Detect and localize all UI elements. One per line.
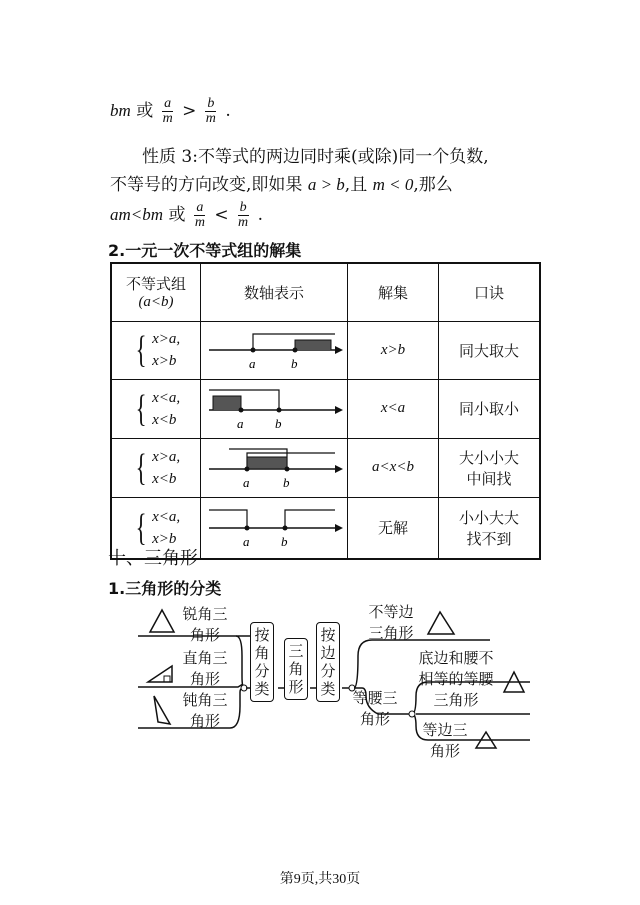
section-heading-triangles: 十、三角形 [108,548,198,569]
table-row [111,321,540,379]
condition-a-gt-b: a > b [307,175,345,194]
right-angle-mark-icon [164,676,170,682]
label-line: 三角形 [433,691,479,709]
label-line: 相等的等腰 [418,670,494,688]
arrow-head-icon [335,346,343,354]
expr-am-lt-bm: am<bm [110,205,164,224]
operator: > [182,101,197,121]
table-row [111,379,540,438]
arrow-head-icon [335,406,343,414]
header-cell-solution: 解集 [348,263,439,321]
text-segment: 不等号的方向改变,即如果 [110,175,303,195]
solution-cell: x<a [348,379,439,438]
point-b [283,525,288,530]
inequality: x>a, [152,331,181,347]
number-line-diagram [201,498,347,554]
number-line-cell [201,438,348,497]
solution-cell: a<x<b [348,438,439,497]
inequality: x>b [152,530,177,547]
solution-shade [213,396,241,410]
text-segment: ,那么 [413,175,453,195]
number-line-diagram [201,439,347,493]
word-or: 或 [168,205,186,225]
frac-num: b [239,200,247,215]
point-a [251,347,256,352]
operator: < [214,205,229,225]
right-triangle-label: 直角三角形 [182,649,228,688]
frac-den: m [205,111,216,126]
point-a [245,525,250,530]
inequality-system [112,387,200,431]
rule-text: 同大取大 [458,341,519,360]
rule-cell [439,438,541,497]
range-bracket-b [285,510,335,528]
inequality: x<b [152,470,177,487]
number-line-diagram [201,322,347,375]
inequality-table [110,262,541,560]
expr-bm: bm [110,101,131,120]
solution-cell: 无解 [348,497,439,559]
rule-text: 大小小大 [458,448,519,467]
condition-m-lt-0: m < 0 [372,175,414,194]
scalene-triangle-icon [428,612,454,634]
header-cell-rule: 口诀 [439,263,541,321]
number-line-cell [201,321,348,379]
text-line-bm [110,96,231,126]
brace-icon: { [135,506,147,549]
header-label: 不等式组 [125,275,186,294]
equilateral-triangle-label: 等边三角形 [422,721,468,760]
point-b [277,407,282,412]
text-line-am [110,200,263,230]
property3-line2 [110,170,453,195]
connector-acute [236,636,244,688]
page-footer: 第9页,共30页 [279,872,361,887]
number-line-cell [201,497,348,559]
frac-num: a [164,96,172,111]
label-a: a [243,474,250,490]
inequality: x<a, [152,389,181,406]
solution-shade [295,340,331,350]
fraction-a-over-m [161,97,175,126]
label-line: 底边和腰不 [418,649,494,667]
isosceles-non-equilateral-label [408,648,504,711]
inequality-system [112,328,200,372]
range-bracket-a [209,510,247,528]
fraction-b-over-m [204,97,218,126]
center-triangle-box: 三角形 [284,638,308,700]
table-header-row [111,263,540,321]
label-a: a [249,355,256,371]
isosceles-triangle-label: 等腰三角形 [352,689,398,728]
rule-text: 同小取小 [458,400,519,418]
connector-obtuse [230,688,244,728]
acute-triangle-label: 锐角三角形 [182,605,228,644]
frac-num: b [207,96,215,111]
acute-triangle-icon [150,610,174,632]
point-b [285,466,290,471]
subsection-heading-classification: 1.三角形的分类 [108,579,222,598]
number-line-cell [201,379,348,438]
text-segment: ,且 [344,175,368,195]
solution-shade [247,457,287,469]
system-cell [111,438,201,497]
label-b: b [275,415,282,431]
right-triangle-icon [148,666,172,682]
rule-text: 找不到 [466,529,512,548]
arrow-head-icon [335,524,343,532]
scalene-triangle-label: 不等边三角形 [368,603,414,642]
fraction-a-over-m [193,201,207,230]
frac-den: m [194,215,205,230]
rule-cell [439,497,541,559]
label-b: b [281,533,288,549]
frac-den: m [162,111,173,126]
period: . [257,205,263,225]
brace-icon: { [135,387,147,430]
brace-icon: { [135,329,147,371]
section-heading-inequality-systems: 2.一元一次不等式组的解集 [108,241,302,260]
table-row [111,438,540,497]
arrow-head-icon [335,465,343,473]
point-a [239,407,244,412]
inequality-system [112,446,200,490]
label-a: a [237,415,244,431]
point-b [293,347,298,352]
obtuse-triangle-label: 钝角三角形 [182,691,228,730]
rule-text: 中间找 [466,469,512,488]
brace-icon: { [135,446,147,489]
system-cell [111,379,201,438]
inequality-system [112,506,200,550]
inequality: x<b [152,411,177,428]
point-a [245,466,250,471]
system-cell [111,321,201,379]
rule-cell [439,321,541,379]
period: . [225,101,231,121]
header-cell-system [111,263,201,321]
label-b: b [291,355,298,371]
number-line-diagram [201,380,347,434]
obtuse-triangle-icon [154,696,170,724]
frac-den: m [238,215,249,230]
rule-text: 小小大大 [458,508,519,527]
solution-cell: x>b [348,321,439,379]
rule-cell [439,379,541,438]
label-b: b [283,474,290,490]
fraction-b-over-m [236,201,250,230]
inequality: x<a, [152,508,181,525]
header-sublabel: (a<b) [138,294,174,311]
header-cell-number-line: 数轴表示 [201,263,348,321]
node [409,711,415,717]
by-angle-box: 按角分类 [250,622,274,702]
frac-num: a [196,200,204,215]
inequality: x>a, [152,448,181,465]
inequality: x>b [152,353,177,369]
word-or: 或 [136,101,154,121]
label-a: a [243,533,250,549]
by-side-box: 按边分类 [316,622,340,702]
property3-line1: 性质 3:不等式的两边同时乘(或除)同一个负数, [142,147,489,167]
